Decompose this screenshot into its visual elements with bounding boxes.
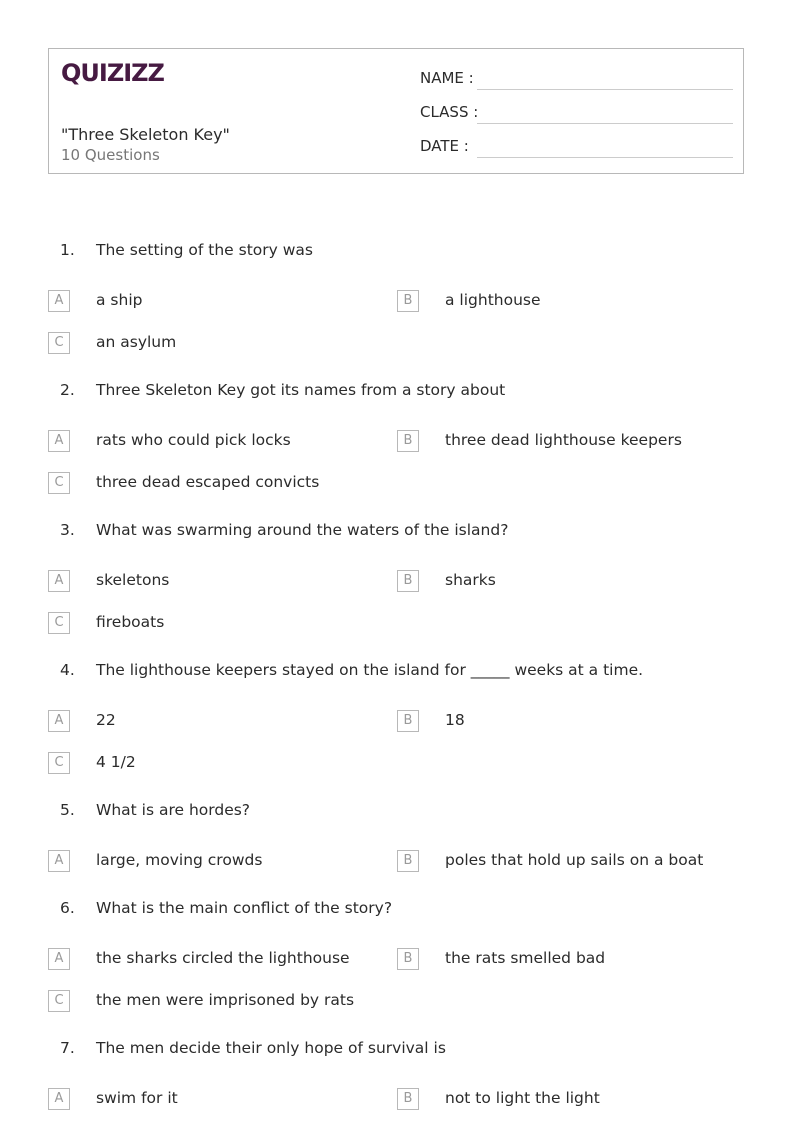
question-text: The lighthouse keepers stayed on the island for _____ weeks at a time. <box>96 661 644 679</box>
option-letter-box: C <box>48 332 70 354</box>
option-letter-box: A <box>48 570 70 592</box>
option-letter-box: B <box>397 948 419 970</box>
option-text: the sharks circled the lighthouse <box>96 949 350 967</box>
option-letter-box: C <box>48 752 70 774</box>
option-text: rats who could pick locks <box>96 431 291 449</box>
option-letter-box: B <box>397 850 419 872</box>
date-line <box>477 157 733 158</box>
option-text: a lighthouse <box>445 291 541 309</box>
option-letter-box: A <box>48 710 70 732</box>
option-text: not to light the light <box>445 1089 600 1107</box>
question-number: 5. <box>60 801 75 819</box>
question-text: The men decide their only hope of survival is <box>96 1039 446 1057</box>
question-number: 2. <box>60 381 75 399</box>
option-letter-box: B <box>397 710 419 732</box>
class-line <box>477 123 733 124</box>
question-number: 4. <box>60 661 75 679</box>
option-text: a ship <box>96 291 143 309</box>
question-number: 6. <box>60 899 75 917</box>
option-letter-box: A <box>48 850 70 872</box>
question-text: What is the main conflict of the story? <box>96 899 393 917</box>
option-text: 22 <box>96 711 116 729</box>
option-text: 4 1/2 <box>96 753 136 771</box>
option-text: skeletons <box>96 571 170 589</box>
option-text: large, moving crowds <box>96 851 263 869</box>
date-label: DATE : <box>420 137 469 155</box>
worksheet-title: "Three Skeleton Key" <box>61 125 230 144</box>
option-letter-box: C <box>48 990 70 1012</box>
question-text: Three Skeleton Key got its names from a story about <box>96 381 506 399</box>
option-text: swim for it <box>96 1089 178 1107</box>
option-text: three dead lighthouse keepers <box>445 431 682 449</box>
question-number: 1. <box>60 241 75 259</box>
option-text: the rats smelled bad <box>445 949 606 967</box>
name-line <box>477 89 733 90</box>
question-text: The setting of the story was <box>96 241 314 259</box>
question-text: What was swarming around the waters of the island? <box>96 521 509 539</box>
question-number: 7. <box>60 1039 75 1057</box>
question-count: 10 Questions <box>61 146 160 164</box>
option-text: poles that hold up sails on a boat <box>445 851 704 869</box>
question-number: 3. <box>60 521 75 539</box>
option-letter-box: B <box>397 430 419 452</box>
option-letter-box: A <box>48 430 70 452</box>
option-letter-box: B <box>397 290 419 312</box>
name-label: NAME : <box>420 69 474 87</box>
option-letter-box: B <box>397 1088 419 1110</box>
quizizz-logo: QUIZIZZ <box>61 59 164 87</box>
option-text: the men were imprisoned by rats <box>96 991 355 1009</box>
option-text: fireboats <box>96 613 165 631</box>
option-text: sharks <box>445 571 496 589</box>
option-letter-box: C <box>48 472 70 494</box>
option-letter-box: C <box>48 612 70 634</box>
option-text: an asylum <box>96 333 177 351</box>
class-label: CLASS : <box>420 103 479 121</box>
worksheet-header <box>48 48 744 174</box>
option-text: three dead escaped convicts <box>96 473 320 491</box>
option-letter-box: A <box>48 1088 70 1110</box>
question-text: What is are hordes? <box>96 801 251 819</box>
option-letter-box: A <box>48 948 70 970</box>
option-text: 18 <box>445 711 465 729</box>
option-letter-box: B <box>397 570 419 592</box>
option-letter-box: A <box>48 290 70 312</box>
